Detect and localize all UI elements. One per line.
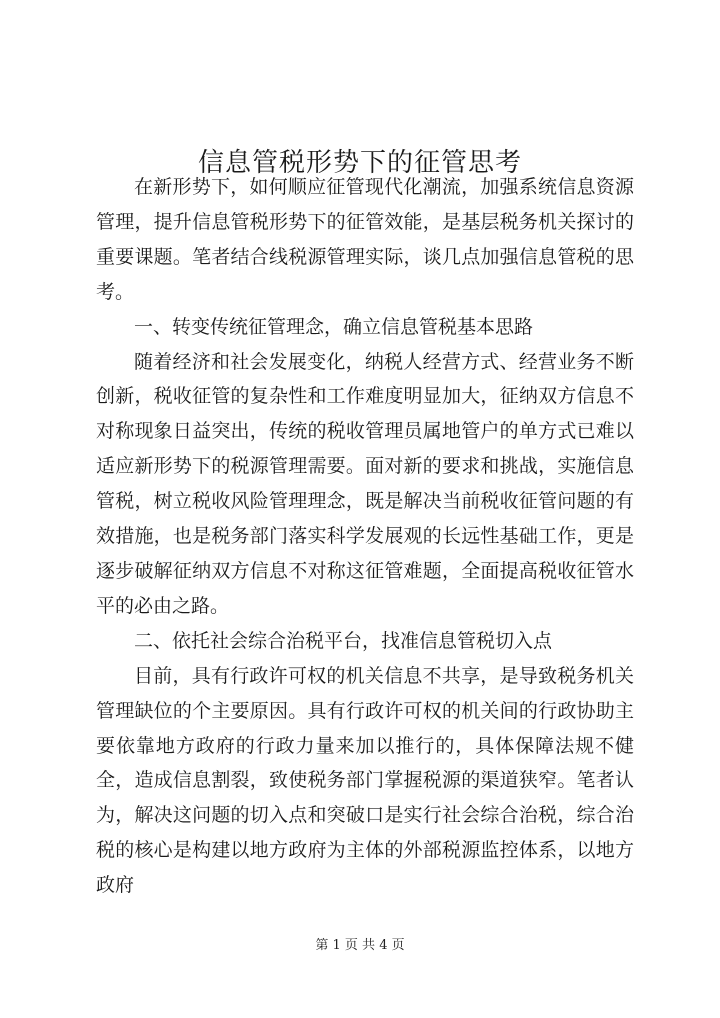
document-body (96, 170, 634, 903)
paragraph-intro: 在新形势下，如何顺应征管现代化潮流，加强系统信息资源管理，提升信息管税形势下的征管效能，是基层税务机关探讨的重要课题。笔者结合线税源管理实际，谈几点加强信息管税的思考。 (96, 176, 634, 303)
section-heading-1: 一、转变传统征管理念，确立信息管税基本思路 (134, 315, 534, 338)
page-number-footer: 第 1 页 共 4 页 (315, 938, 405, 953)
document-title: 信息管税形势下的征管思考 (197, 148, 522, 179)
paragraph-section-1: 随着经济和社会发展变化，纳税人经营方式、经营业务不断创新，税收征管的复杂性和工作难度明显加大，征纳双方信息不对称现象日益突出，传统的税收管理员属地管户的单方式已难以适应新形势下的税源管理需要。面对新的要求和挑战，实施信息管税，树立税收风险管理理念，既是解决当前税收征管问题的有效措施，也是税务部门落实科学发展观的长远性基础工作，更是逐步破解征纳双方信息不对称这征管难题，全面提高税收征管水平的必由之路。 (96, 350, 634, 617)
section-heading-2: 二、依托社会综合治税平台，找准信息管税切入点 (134, 629, 553, 652)
paragraph-section-2: 目前，具有行政许可权的机关信息不共享，是导致税务机关管理缺位的个主要原因。具有行政许可权的机关间的行政协助主要依靠地方政府的行政力量来加以推行的，具体保障法规不健全，造成信息割裂，致使税务部门掌握税源的渠道狭窄。笔者认为，解决这问题的切入点和突破口是实行社会综合治税，综合治税的核心是构建以地方政府为主体的外部税源监控体系，以地方政府 (96, 664, 634, 897)
